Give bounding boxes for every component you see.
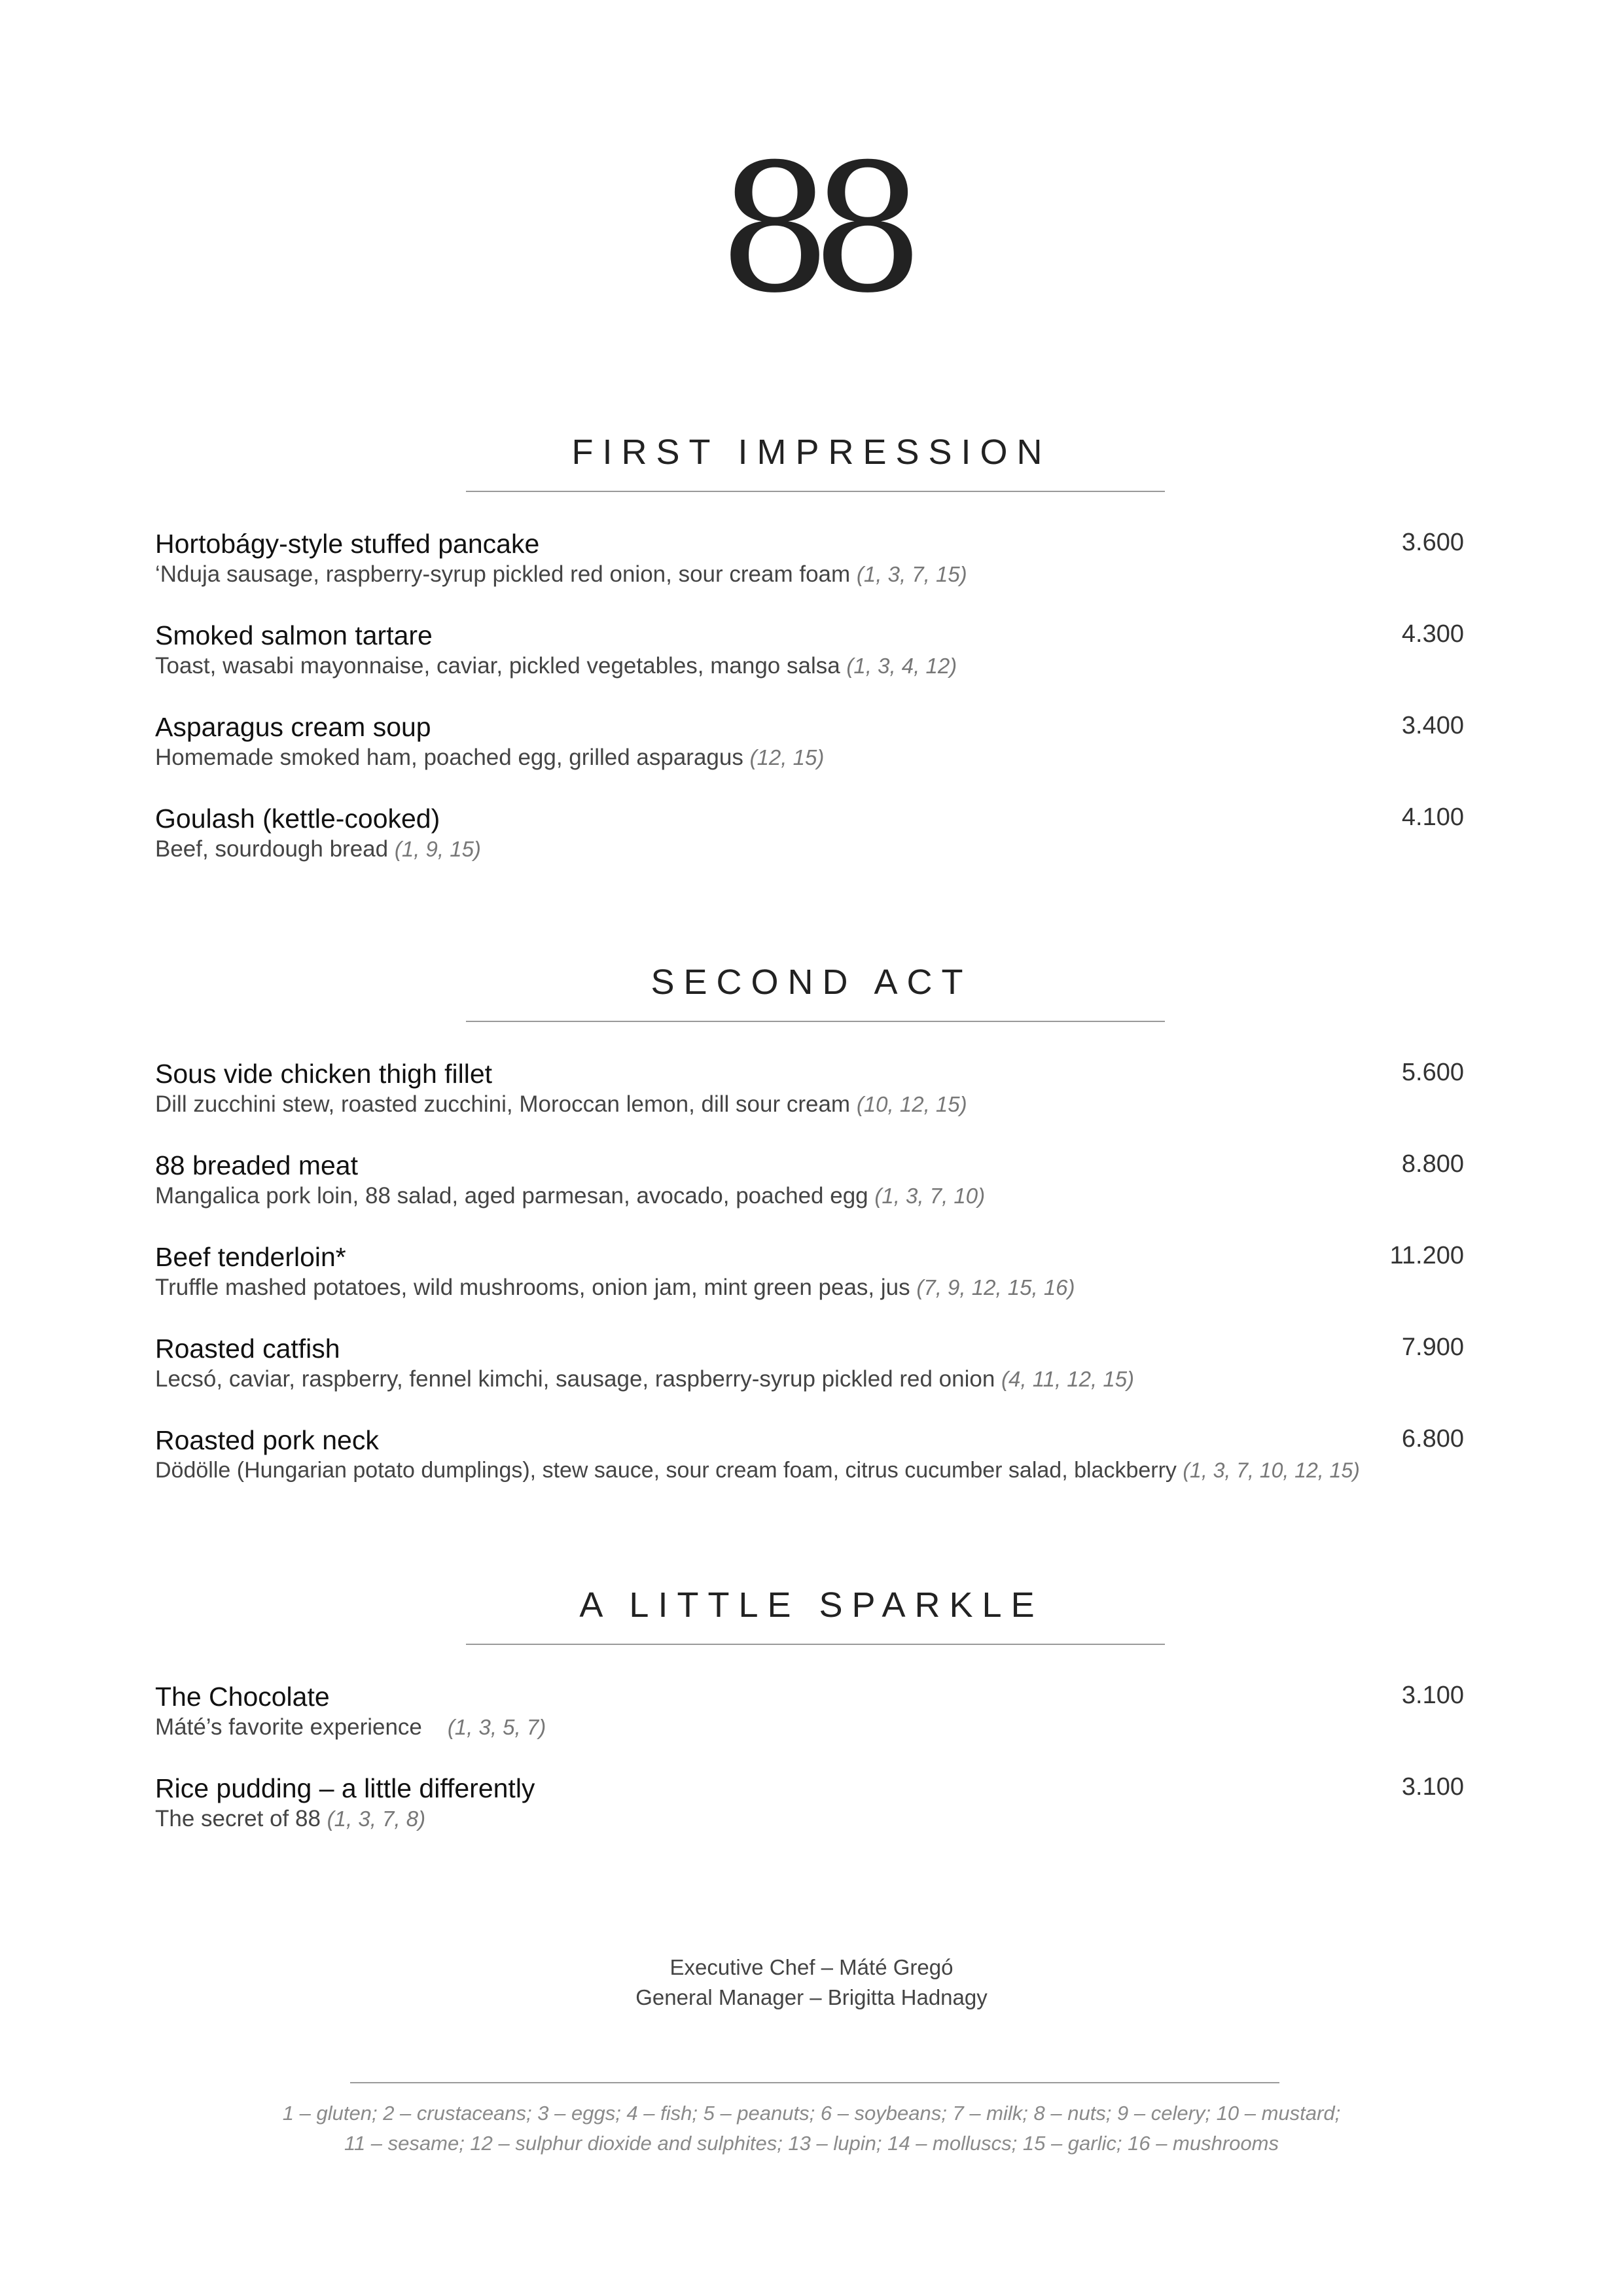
item-name: Sous vide chicken thigh fillet (155, 1059, 493, 1089)
restaurant-logo: 88 (719, 126, 904, 332)
item-description: Mangalica pork loin, 88 salad, aged parmesan, avocado, poached egg (1, 3, 7, 10) (155, 1183, 986, 1209)
executive-chef: Executive Chef – Máté Gregó (669, 1955, 954, 1979)
allergen-legend-line-1: 1 – gluten; 2 – crustaceans; 3 – eggs; 4 – fish; 5 – peanuts; 6 – soybeans; 7 – milk; 8 – nuts; 9 – celery; 10 – mustard; (282, 2102, 1341, 2125)
menu-item (155, 1059, 1464, 1137)
item-description: Dödölle (Hungarian potato dumplings), stew sauce, sour cream foam, citrus cucumber salad, blackberry (1, 3, 7, 10, 12, 15) (155, 1458, 1360, 1483)
item-description: Máté’s favorite experience (1, 3, 5, 7) (155, 1714, 546, 1740)
item-price: 3.100 (1401, 1682, 1464, 1709)
item-price: 7.900 (1401, 1333, 1464, 1361)
menu-item (155, 529, 1464, 607)
item-description: Lecsó, caviar, raspberry, fennel kimchi, sausage, raspberry-syrup pickled red onion (4, 11, 12, 15) (155, 1366, 1135, 1392)
section-title: SECOND ACT (651, 963, 972, 1002)
item-allergens: (1, 3, 7, 15) (856, 562, 967, 586)
item-description: Truffle mashed potatoes, wild mushrooms, onion jam, mint green peas, jus (7, 9, 12, 15, 16) (155, 1275, 1075, 1300)
footer-divider (350, 2082, 1279, 2083)
item-price: 4.100 (1401, 804, 1464, 831)
item-allergens: (12, 15) (749, 745, 825, 769)
item-description: Toast, wasabi mayonnaise, caviar, pickled vegetables, mango salsa (1, 3, 4, 12) (155, 653, 957, 679)
item-name: Rice pudding – a little differently (155, 1773, 535, 1803)
item-price: 3.600 (1401, 529, 1464, 556)
item-price: 3.100 (1401, 1773, 1464, 1801)
menu-item (155, 1333, 1464, 1412)
item-description: Homemade smoked ham, poached egg, grilled asparagus (12, 15) (155, 745, 825, 770)
menu-item (155, 620, 1464, 699)
item-price: 6.800 (1401, 1425, 1464, 1453)
menu-item (155, 1682, 1464, 1760)
item-allergens: (1, 3, 4, 12) (846, 654, 957, 678)
item-name: Goulash (kettle-cooked) (155, 804, 440, 834)
section-title: A LITTLE SPARKLE (579, 1585, 1044, 1625)
item-price: 8.800 (1401, 1150, 1464, 1178)
item-description: The secret of 88 (1, 3, 7, 8) (155, 1806, 426, 1831)
menu-item (155, 1773, 1464, 1852)
item-description: ‘Nduja sausage, raspberry-syrup pickled red onion, sour cream foam (1, 3, 7, 15) (155, 561, 967, 587)
general-manager: General Manager – Brigitta Hadnagy (635, 1985, 988, 2009)
item-allergens: (4, 11, 12, 15) (1001, 1367, 1135, 1391)
item-price: 5.600 (1401, 1059, 1464, 1086)
item-name: Beef tenderloin* (155, 1242, 346, 1272)
item-allergens: (1, 9, 15) (394, 837, 481, 861)
item-name: Hortobágy-style stuffed pancake (155, 529, 540, 559)
menu-item (155, 712, 1464, 790)
item-name: 88 breaded meat (155, 1150, 359, 1180)
menu-item (155, 1242, 1464, 1320)
item-name: Roasted catfish (155, 1333, 340, 1364)
item-description: Beef, sourdough bread (1, 9, 15) (155, 836, 481, 862)
section-title: FIRST IMPRESSION (571, 433, 1052, 472)
item-price: 11.200 (1389, 1242, 1464, 1269)
item-name: Roasted pork neck (155, 1425, 379, 1455)
item-price: 3.400 (1401, 712, 1464, 739)
menu-item (155, 804, 1464, 882)
item-name: Asparagus cream soup (155, 712, 431, 742)
item-allergens: (1, 3, 5, 7) (447, 1715, 546, 1739)
menu-item (155, 1150, 1464, 1229)
allergen-legend-line-2: 11 – sesame; 12 – sulphur dioxide and sulphites; 13 – lupin; 14 – molluscs; 15 – garlic; 16 – mushrooms (344, 2132, 1279, 2155)
item-price: 4.300 (1401, 620, 1464, 648)
item-allergens: (1, 3, 7, 8) (327, 1807, 426, 1831)
section-divider (466, 491, 1165, 492)
item-name: Smoked salmon tartare (155, 620, 433, 650)
item-description: Dill zucchini stew, roasted zucchini, Moroccan lemon, dill sour cream (10, 12, 15) (155, 1091, 967, 1117)
section-divider (466, 1644, 1165, 1645)
item-allergens: (7, 9, 12, 15, 16) (916, 1275, 1075, 1299)
section-divider (466, 1021, 1165, 1022)
item-allergens: (1, 3, 7, 10) (874, 1184, 986, 1208)
item-allergens: (1, 3, 7, 10, 12, 15) (1183, 1458, 1360, 1482)
item-name: The Chocolate (155, 1682, 330, 1712)
menu-item (155, 1425, 1464, 1504)
item-allergens: (10, 12, 15) (856, 1092, 967, 1116)
